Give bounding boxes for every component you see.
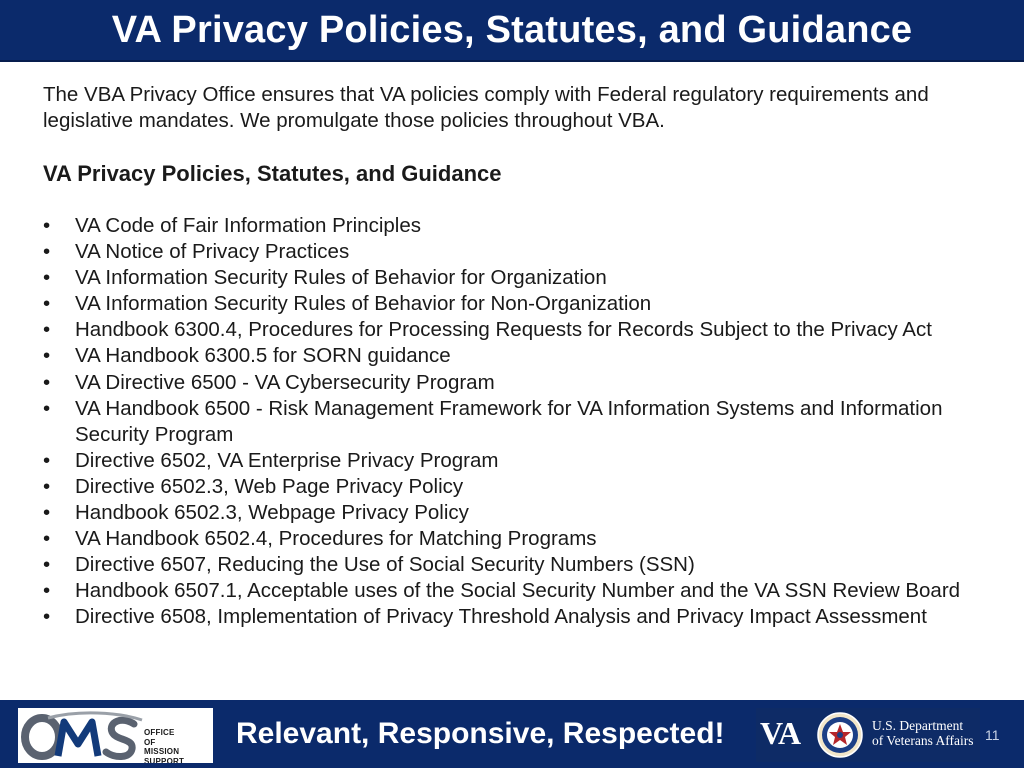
va-dept-line: U.S. Department: [872, 718, 964, 733]
oms-line: MISSION SUPPORT: [144, 747, 185, 763]
policy-item: [43, 500, 1003, 526]
policy-item: [43, 370, 1003, 396]
va-dept-line: of Veterans Affairs: [872, 733, 974, 748]
oms-logo: [18, 708, 213, 763]
section-heading: VA Privacy Policies, Statutes, and Guidance: [43, 161, 502, 186]
page-number: 11: [985, 727, 1000, 743]
va-logo: [756, 708, 980, 762]
va-department-name: [872, 718, 973, 748]
policy-item-text: VA Code of Fair Information Principles: [75, 214, 421, 237]
bullet-marker: •: [43, 214, 51, 237]
policy-item: [43, 448, 1003, 474]
policy-item: [43, 474, 1003, 500]
bullet-marker: •: [43, 396, 51, 420]
policy-item: [43, 526, 1003, 552]
intro-paragraph: The VBA Privacy Office ensures that VA policies comply with Federal regulatory requirements and legislative mandates. We promulgate those policies throughout VBA.: [43, 83, 929, 132]
policy-item: [43, 213, 1003, 239]
policy-item: [43, 604, 1003, 630]
policy-item-text: Handbook 6507.1, Acceptable uses of the Social Security Number and the VA SSN Review Board: [75, 579, 961, 603]
bullet-marker: •: [43, 553, 51, 577]
policy-item-text: Directive 6502.3, Web Page Privacy Policy: [75, 474, 464, 498]
policy-item-text: VA Handbook 6500 - Risk Management Framework for VA Information Systems and Information Security Program: [75, 396, 943, 446]
bullet-marker: •: [43, 605, 51, 629]
slide-title: VA Privacy Policies, Statutes, and Guidance: [111, 8, 913, 51]
bullet-marker: •: [43, 579, 51, 603]
bullet-marker: •: [43, 527, 51, 551]
oms-line: OF: [144, 737, 156, 747]
policy-item: [43, 552, 1003, 578]
bullet-marker: •: [43, 474, 51, 498]
bullet-marker: •: [43, 292, 51, 316]
bullet-marker: •: [43, 266, 51, 290]
policy-item-text: VA Information Security Rules of Behavior for Organization: [75, 266, 607, 290]
policy-list: [43, 213, 1003, 631]
footer-tagline: Relevant, Responsive, Respected!: [236, 717, 725, 750]
policy-item-text: Handbook 6300.4, Procedures for Processing Requests for Records Subject to the Privacy Act: [75, 318, 932, 342]
slide-content: [43, 82, 1003, 631]
policy-item-text: VA Notice of Privacy Practices: [75, 240, 350, 264]
oms-logo-text: [144, 728, 213, 763]
footer-bar: [0, 700, 1024, 768]
policy-item: [43, 578, 1003, 604]
bullet-marker: •: [43, 240, 51, 264]
policy-item-text: VA Handbook 6300.5 for SORN guidance: [75, 344, 451, 368]
policy-item-text: VA Information Security Rules of Behavior for Non-Organization: [75, 292, 652, 316]
bullet-marker: •: [43, 370, 51, 394]
oms-logo-graphic: [18, 708, 144, 763]
bullet-marker: •: [43, 501, 51, 525]
policy-item: [43, 343, 1003, 369]
policy-item: [43, 265, 1003, 291]
policy-item: [43, 291, 1003, 317]
bullet-marker: •: [43, 318, 51, 342]
policy-item-text: Handbook 6502.3, Webpage Privacy Policy: [75, 501, 469, 525]
policy-item-text: Directive 6502, VA Enterprise Privacy Program: [75, 448, 499, 472]
policy-item-text: VA Handbook 6502.4, Procedures for Matching Programs: [75, 527, 597, 551]
va-wordmark: VA: [760, 715, 801, 751]
oms-line: OFFICE: [144, 728, 175, 737]
bullet-marker: •: [43, 448, 51, 472]
policy-item-text: Directive 6507, Reducing the Use of Social Security Numbers (SSN): [75, 553, 695, 577]
title-bar: [0, 0, 1024, 62]
policy-item: [43, 317, 1003, 343]
va-seal-icon: [816, 711, 864, 759]
bullet-marker: •: [43, 344, 51, 368]
policy-item: [43, 239, 1003, 265]
policy-item: [43, 396, 1003, 448]
policy-item-text: Directive 6508, Implementation of Privacy Threshold Analysis and Privacy Impact Assessment: [75, 605, 927, 629]
policy-item-text: VA Directive 6500 - VA Cybersecurity Program: [75, 370, 495, 394]
